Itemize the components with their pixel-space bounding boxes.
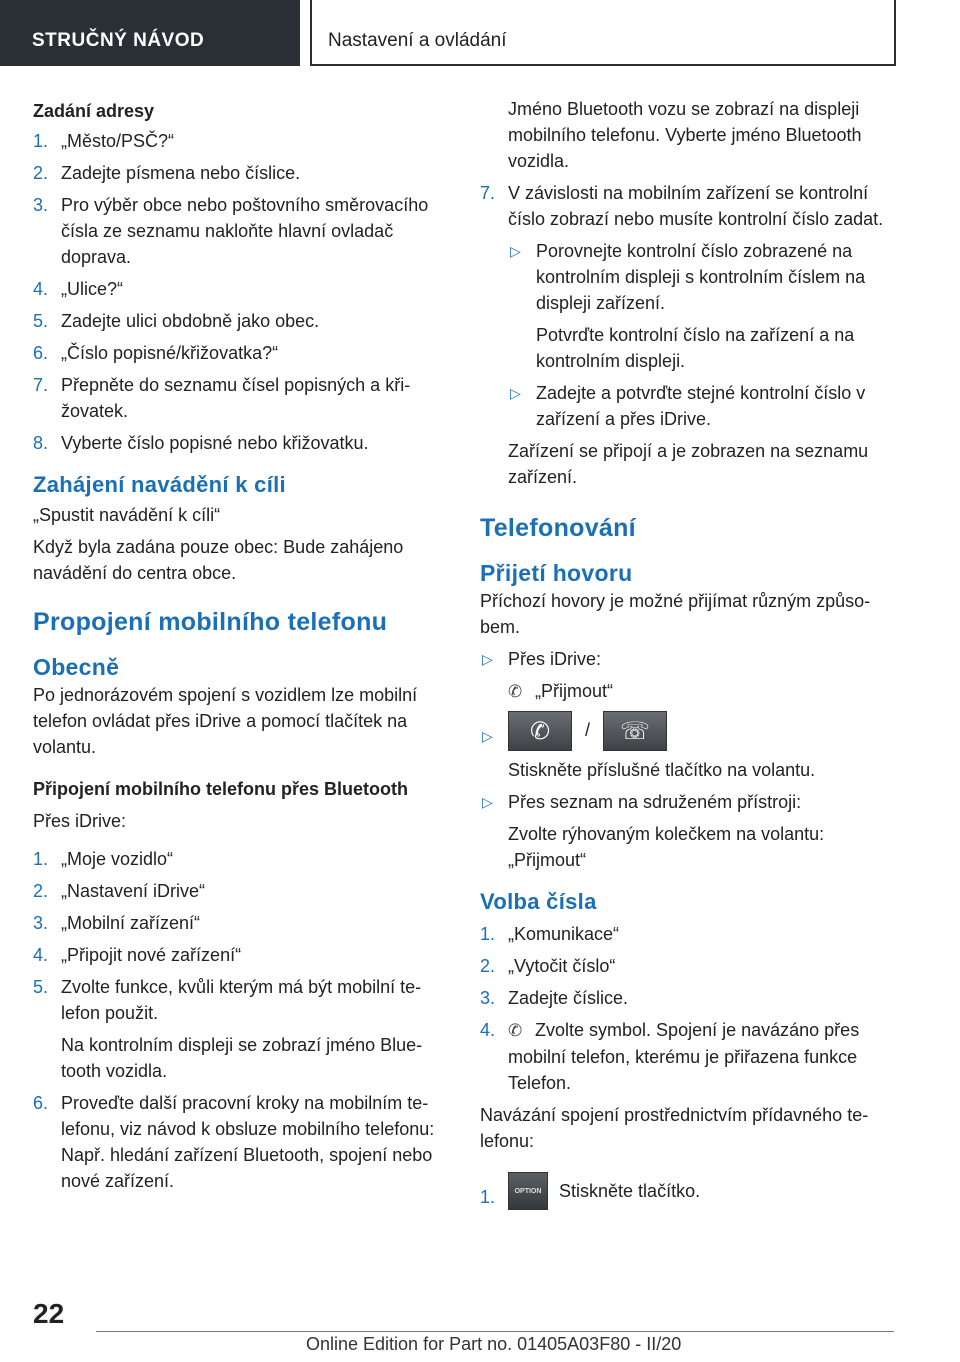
step-text: „Moje vozidlo“ (61, 849, 174, 869)
triangle-bullet-icon: ▷ (482, 728, 493, 744)
dial-steps (480, 921, 900, 1096)
step-text: „Město/PSČ?“ (61, 131, 175, 151)
step-number: 2. (33, 881, 49, 901)
step-number: 6. (33, 1093, 49, 1113)
list-item (480, 180, 900, 490)
step-number: 3. (480, 988, 496, 1008)
step-number: 6. (33, 343, 49, 363)
list-item (33, 878, 453, 904)
step-text: „Připojit nové zařízení“ (61, 945, 242, 965)
footer-divider (96, 1331, 894, 1332)
step-number: 8. (33, 433, 49, 453)
list-item (33, 910, 453, 936)
bullet-item (480, 711, 900, 783)
steering-wheel-phone-button-alt: ☏ (603, 711, 667, 751)
left-column (33, 98, 453, 1200)
option-steps (480, 1168, 900, 1210)
list-item (33, 340, 453, 366)
step-continuation: Na kontrolním displeji se zobrazí jméno Bluetooth vozidla. (61, 1035, 423, 1081)
step-number: 3. (33, 195, 49, 215)
right-column (480, 96, 900, 1216)
list-item (33, 160, 453, 186)
step-text: Přepněte do seznamu čísel popisných a křižovatek. (61, 375, 411, 421)
step-number: 1. (480, 924, 496, 944)
step-text: Zadejte písmena nebo číslice. (61, 163, 301, 183)
phone-icon: ✆ (508, 1021, 523, 1040)
page-number: 22 (33, 1298, 65, 1329)
list-item (33, 308, 453, 334)
bullet-text: Přes seznam na sdruženém přístroji: (508, 792, 802, 812)
bullet-item (480, 789, 900, 873)
list-item (33, 430, 453, 456)
list-item (480, 953, 900, 979)
triangle-bullet-icon: ▷ (510, 385, 521, 401)
step-number: 5. (33, 311, 49, 331)
list-item (33, 128, 453, 154)
list-item (33, 372, 453, 424)
step-text: „Číslo popisné/křižovatka?“ (61, 343, 279, 363)
bullet-item (480, 646, 900, 705)
bullet-item (508, 380, 900, 432)
guidance-note: Když byla zadána pouze obec: Bude zahájeno navádění do centra obce. (33, 537, 404, 583)
step-number: 4. (33, 945, 49, 965)
step-text: „Ulice?“ (61, 279, 124, 299)
option-button-icon: OPTION (508, 1172, 548, 1210)
step-number: 1. (33, 131, 49, 151)
device-connected-text: Zařízení se připojí a je zobrazen na seznamu zařízení. (508, 441, 869, 487)
bullet-continuation: Stiskněte příslušné tlačítko na volantu. (508, 760, 816, 780)
accept-menu-item (508, 678, 900, 705)
bullet-text: Zadejte a potvrďte stejné kontrolní číslo v zařízení a přes iDrive. (536, 383, 866, 429)
bluetooth-name-text: Jméno Bluetooth vozu se zobrazí na displeji mobilního telefonu. Vyberte jméno Bluetooth vozidla. (508, 99, 862, 171)
phone-icon: ✆ (508, 682, 523, 701)
step-number: 2. (33, 163, 49, 183)
step-text: „Komunikace“ (508, 924, 620, 944)
step-text: Zvolte symbol. Spojení je navázáno přes mobilní telefon, kterému je přiřazena funkce Telefon. (508, 1020, 860, 1093)
list-item (480, 985, 900, 1011)
list-item (33, 974, 453, 1084)
bluetooth-steps (33, 846, 453, 1194)
step-text: Proveďte další pracovní kroky na mobilním telefonu, viz návod k obsluze mobilního telefonu: Např. hledání zařízení Bluetooth, spojení nebo nové zařízení. (61, 1093, 435, 1191)
list-item (33, 276, 453, 302)
bluetooth-heading: Připojení mobilního telefonu přes Bluetooth (33, 779, 408, 799)
step-text: V závislosti na mobilním zařízení se kontrolní číslo zobrazí nebo musíte kontrolní číslo zadat. (508, 183, 884, 229)
chapter-tab: Nastavení a ovládání (310, 0, 896, 66)
dial-heading: Volba čísla (480, 889, 597, 914)
step-number: 7. (33, 375, 49, 395)
step-number: 1. (480, 1187, 496, 1207)
section-tab: STRUČNÝ NÁVOD (0, 0, 300, 66)
step-number: 7. (480, 183, 496, 203)
step-text: Vyberte číslo popisné nebo křižovatku. (61, 433, 369, 453)
step-number: 1. (33, 849, 49, 869)
list-item (480, 1017, 900, 1096)
step-text: Zvolte funkce, kvůli kterým má být mobilní telefon použit. (61, 977, 422, 1023)
list-item (480, 1168, 900, 1210)
guidance-heading: Zahájení navádění k cíli (33, 472, 286, 497)
accept-label: „Přijmout“ (535, 681, 614, 701)
general-heading: Obecně (33, 654, 120, 680)
triangle-bullet-icon: ▷ (482, 651, 493, 667)
pairing-heading: Propojení mobilního telefonu (33, 608, 388, 636)
list-item (33, 1090, 453, 1194)
step-number: 4. (480, 1020, 496, 1040)
check-code-options (508, 238, 900, 432)
step-number: 5. (33, 977, 49, 997)
step-number: 3. (33, 913, 49, 933)
telephony-heading: Telefonování (480, 514, 636, 542)
list-item (480, 921, 900, 947)
bullet-item (508, 238, 900, 374)
receive-call-heading: Přijetí hovoru (480, 560, 633, 586)
receive-call-text: Příchozí hovory je možné přijímat různým způsobem. (480, 591, 871, 637)
bluetooth-intro: Přes iDrive: (33, 811, 127, 831)
triangle-bullet-icon: ▷ (510, 243, 521, 259)
general-text: Po jednorázovém spojení s vozidlem lze mobilní telefon ovládat přes iDrive a pomocí tlačítek na volantu. (33, 685, 418, 757)
additional-phone-text: Navázání spojení prostřednictvím přídavného telefonu: (480, 1105, 869, 1151)
bullet-continuation: Potvrďte kontrolní číslo na zařízení a na kontrolním displeji. (536, 325, 855, 371)
steering-wheel-phone-button: ✆ (508, 711, 572, 751)
step-text: „Vytočit číslo“ (508, 956, 616, 976)
pairing-step-7 (480, 180, 900, 490)
edition-text: Online Edition for Part no. 01405A03F80 - II/20 (306, 1334, 682, 1354)
triangle-bullet-icon: ▷ (482, 794, 493, 810)
step-number: 4. (33, 279, 49, 299)
bullet-text: Porovnejte kontrolní číslo zobrazené na kontrolním displeji s kontrolním číslem na displeji zařízení. (536, 241, 866, 313)
step-text: Stiskněte tlačítko. (559, 1181, 701, 1201)
step-text: Zadejte číslice. (508, 988, 629, 1008)
list-item (33, 192, 453, 270)
address-heading: Zadání adresy (33, 101, 155, 121)
button-separator: / (585, 719, 591, 740)
address-steps (33, 128, 453, 456)
step-text: Zadejte ulici obdobně jako obec. (61, 311, 320, 331)
step-text: „Nastavení iDrive“ (61, 881, 206, 901)
bullet-text: Přes iDrive: (508, 649, 602, 669)
bullet-continuation: Zvolte rýhovaným kolečkem na volantu: „Přijmout“ (508, 824, 825, 870)
list-item (33, 942, 453, 968)
list-item (33, 846, 453, 872)
receive-options (480, 646, 900, 873)
guidance-menu-text: „Spustit navádění k cíli“ (33, 505, 221, 525)
step-text: Pro výběr obce nebo poštovního směrovacího čísla ze seznamu nakloňte hlavní ovladač doprava. (61, 195, 429, 267)
step-number: 2. (480, 956, 496, 976)
page-header (0, 0, 960, 66)
step-text: „Mobilní zařízení“ (61, 913, 201, 933)
